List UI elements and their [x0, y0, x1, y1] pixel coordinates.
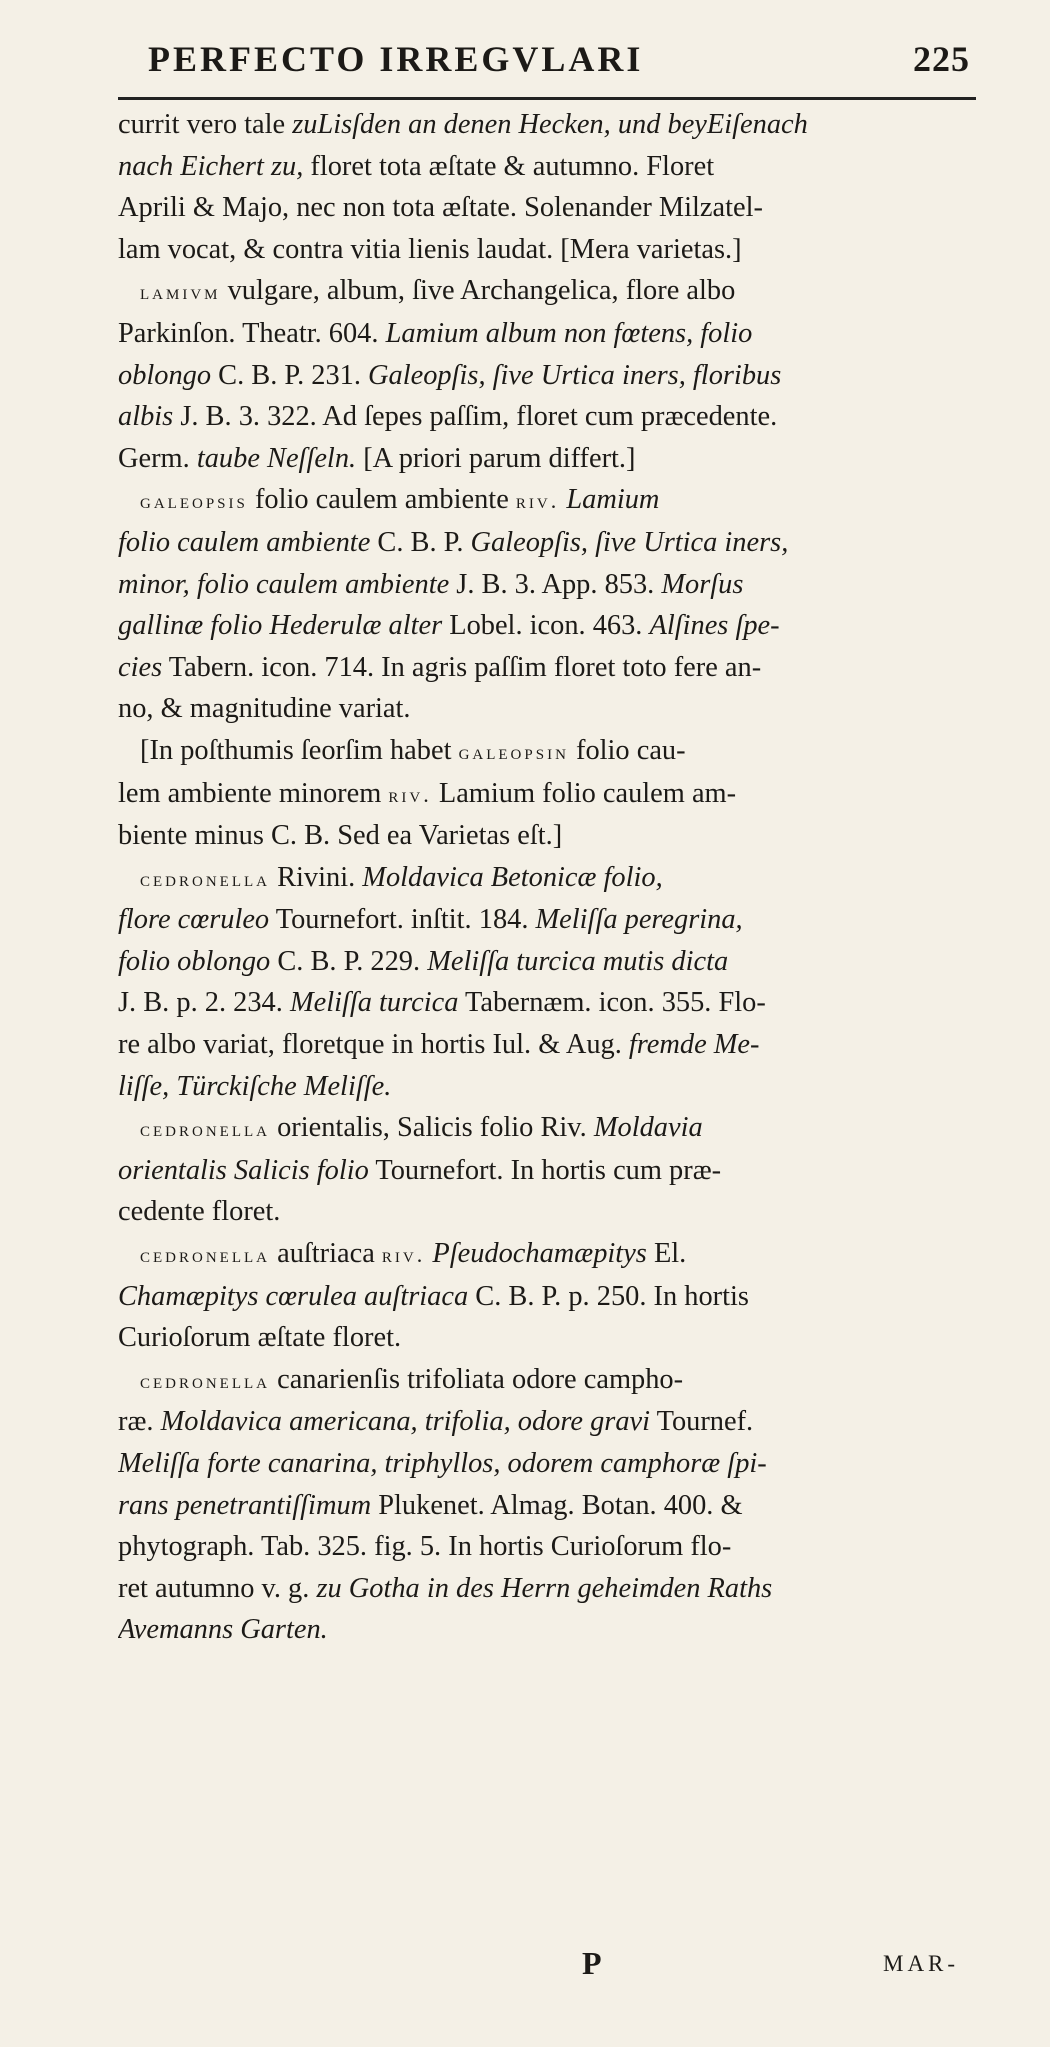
text-run: Plukenet. Almag. Botan. 400. &	[371, 1489, 743, 1521]
italic-text: fremde Me-	[628, 1029, 760, 1061]
text-line	[118, 438, 976, 480]
text-run: Curioſorum æſtate floret.	[118, 1322, 402, 1354]
italic-text: orientalis Salicis folio	[118, 1154, 369, 1186]
text-line	[118, 355, 976, 397]
text-line	[118, 564, 976, 606]
genus-name: cedronella	[140, 1116, 270, 1142]
italic-text: Avemanns Garten.	[118, 1614, 328, 1646]
text-run: [In poſthumis ſeorſim habet	[140, 734, 459, 766]
text-run: J. B. 3. 322. Ad ſepes paſſim, floret cum præcedente.	[173, 401, 778, 433]
text-run: J. B. 3. App. 853.	[449, 568, 662, 600]
italic-text: Lamium	[566, 484, 660, 516]
italic-text: Lamium album non fœtens, folio	[385, 317, 753, 349]
text-line	[118, 899, 976, 941]
genus-name: riv.	[381, 1242, 426, 1268]
italic-text: Galeopſis, ſive Urtica iners, floribus	[368, 359, 782, 391]
italic-text: rans penetrantiſſimum	[118, 1489, 372, 1521]
text-run: folio caulem ambiente	[247, 484, 516, 516]
text-run: Lobel. icon. 463.	[442, 610, 650, 642]
genus-name: galeopsis	[140, 488, 248, 514]
text-line	[118, 396, 976, 438]
text-run: ræ.	[118, 1406, 161, 1438]
italic-text: folio caulem ambiente	[118, 526, 371, 558]
italic-text: minor, folio caulem ambiente	[118, 568, 450, 600]
text-line	[118, 1485, 976, 1527]
header-rule	[118, 97, 976, 100]
text-run: Parkinſon. Theatr. 604.	[118, 317, 386, 349]
italic-text: Meliſſa peregrina,	[535, 904, 743, 936]
text-run: J. B. p. 2. 234.	[118, 987, 290, 1019]
text-run: C. B. P. 229.	[270, 945, 428, 977]
text-line	[118, 982, 976, 1024]
text-run: Tournefort. In hortis cum præ-	[368, 1154, 722, 1186]
text-line	[118, 773, 976, 816]
text-run: Lamium folio caulem am-	[431, 777, 737, 809]
genus-name: riv.	[388, 781, 432, 807]
text-line	[118, 313, 976, 355]
italic-text: gallinæ folio Hederulæ alter	[118, 610, 443, 642]
text-run: floret tota æſtate & autumno. Floret	[303, 150, 715, 182]
text-run: vulgare, album, ſive Archangelica, flore albo	[220, 275, 736, 307]
text-line	[118, 1066, 976, 1108]
genus-name: cedronella	[140, 1242, 270, 1268]
text-line	[118, 1609, 976, 1651]
italic-text: Morſus	[661, 568, 744, 600]
page-number: 225	[913, 39, 970, 79]
text-run: C. B. P.	[370, 526, 471, 558]
text-line	[118, 688, 976, 730]
text-line	[118, 1150, 976, 1192]
text-line	[118, 479, 976, 522]
italic-text: nach Eichert zu,	[118, 150, 304, 182]
body-text	[118, 104, 976, 1651]
text-line	[118, 229, 976, 271]
text-run: Tournef.	[650, 1406, 754, 1438]
text-run: auſtriaca	[270, 1238, 382, 1270]
text-line	[118, 270, 976, 313]
text-line	[118, 1191, 976, 1233]
running-title: PERFECTO IRREGVLARI	[148, 39, 644, 79]
italic-text: Chamæpitys cœrulea auſtriaca	[118, 1280, 469, 1312]
text-run: lem ambiente minorem	[118, 777, 389, 809]
italic-text: cies	[118, 651, 163, 683]
genus-name: cedronella	[140, 865, 270, 891]
italic-text: taube Neſſeln.	[196, 442, 357, 474]
text-run: phytograph. Tab. 325. fig. 5. In hortis Curioſorum flo-	[118, 1531, 732, 1563]
italic-text: oblongo	[118, 359, 212, 391]
text-line	[118, 104, 976, 146]
text-line	[118, 857, 976, 900]
italic-text: albis	[118, 401, 174, 433]
text-line	[118, 941, 976, 983]
text-line	[118, 1024, 976, 1066]
genus-name: galeopsin	[458, 738, 569, 764]
genus-name: riv.	[515, 488, 560, 514]
text-run: Tabernæm. icon. 355. Flo-	[458, 987, 766, 1019]
text-line	[118, 1443, 976, 1485]
italic-text: zu Gotha in des Herrn geheimden Raths	[316, 1572, 773, 1604]
italic-text: Galeopſis, ſive Urtica iners,	[470, 526, 789, 558]
text-line	[118, 1276, 976, 1318]
text-line	[118, 1526, 976, 1568]
text-run: orientalis, Salicis folio Riv.	[270, 1112, 594, 1144]
text-run: re albo variat, floretque in hortis Iul. & Aug.	[118, 1029, 629, 1061]
text-run: Rivini.	[270, 861, 363, 893]
text-run: El.	[646, 1238, 687, 1270]
text-run: C. B. P. 231.	[211, 359, 369, 391]
text-line	[118, 146, 976, 188]
text-line	[118, 1401, 976, 1443]
italic-text: Moldavia	[593, 1112, 703, 1144]
text-line	[118, 187, 976, 229]
text-line	[118, 1359, 976, 1402]
text-run: cedente floret.	[118, 1196, 281, 1228]
text-line	[118, 1233, 976, 1276]
text-run: Aprili & Majo, nec non tota æſtate. Solenander Milzatel-	[118, 192, 763, 224]
text-line	[118, 730, 976, 773]
signature-mark: P	[582, 1945, 602, 1981]
genus-name: cedronella	[140, 1367, 270, 1393]
italic-text: liſſe, Türckiſche Meliſſe.	[118, 1070, 392, 1102]
italic-text: Meliſſa turcica	[289, 987, 459, 1019]
text-run: folio cau-	[568, 734, 686, 766]
text-line	[118, 647, 976, 689]
text-run: Tournefort. inſtit. 184.	[269, 904, 536, 936]
text-run: C. B. P. p. 250. In hortis	[468, 1280, 749, 1312]
text-line	[118, 815, 976, 857]
italic-text: Meliſſa turcica mutis dicta	[427, 945, 729, 977]
text-line	[118, 1568, 976, 1610]
text-line	[118, 522, 976, 564]
text-run: canarienſis trifoliata odore campho-	[270, 1363, 684, 1395]
running-header	[148, 38, 970, 80]
text-run: [A priori parum differt.]	[356, 442, 636, 474]
text-run: biente minus C. B. Sed ea Varietas eſt.]	[118, 820, 563, 852]
catchword: MAR-	[883, 1951, 960, 1976]
text-line	[118, 605, 976, 647]
text-run: no, & magnitudine variat.	[118, 693, 411, 725]
italic-text: zuLisſden an denen Hecken, und beyEiſenach	[292, 109, 808, 140]
text-run: lam vocat, & contra vitia lienis laudat. [Mera varietas.]	[118, 233, 742, 265]
italic-text: folio oblongo	[118, 945, 271, 977]
text-line	[118, 1107, 976, 1150]
italic-text: Meliſſa forte canarina, triphyllos, odorem camphoræ ſpi-	[118, 1448, 767, 1479]
text-run: ret autumno v. g.	[118, 1572, 317, 1604]
italic-text: flore cœruleo	[118, 904, 270, 936]
text-run: currit vero tale	[118, 109, 293, 140]
italic-text: Pſeudochamæpitys	[432, 1238, 647, 1270]
text-run: Tabern. icon. 714. In agris paſſim floret toto fere an-	[162, 651, 762, 683]
italic-text: Moldavica Betonicæ folio,	[362, 861, 663, 893]
text-line	[118, 1317, 976, 1359]
italic-text: Alſines ſpe-	[649, 610, 780, 642]
genus-name: lamivm	[140, 279, 221, 305]
text-run: Germ.	[118, 442, 197, 474]
italic-text: Moldavica americana, trifolia, odore gravi	[160, 1406, 650, 1438]
